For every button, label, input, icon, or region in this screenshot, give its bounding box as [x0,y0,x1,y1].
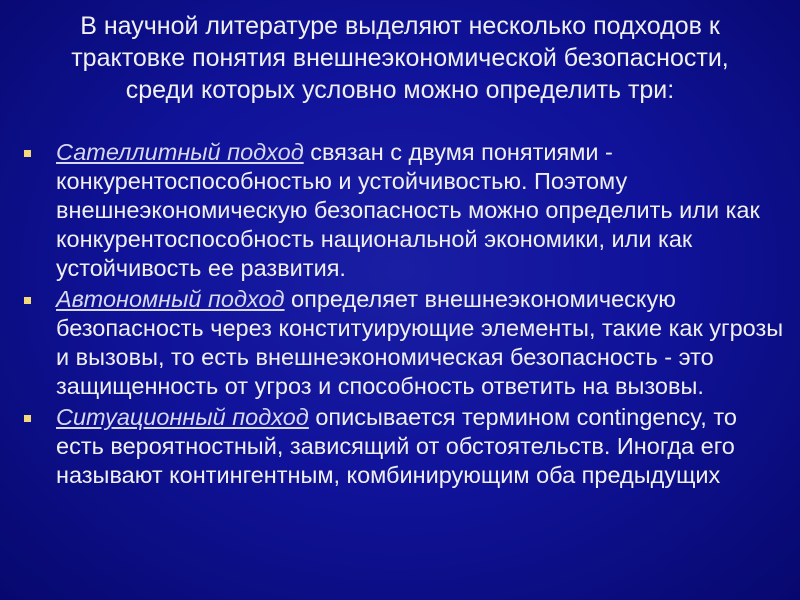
slide-title: В научной литературе выделяют несколько подходов к трактовке понятия внешнеэкономической безопасности, среди которых условно можно определить три: [71,12,729,104]
term-autonomous-approach: Автономный подход [56,286,285,312]
square-bullet-icon [24,150,31,157]
term-situational-approach: Ситуационный подход [56,404,309,430]
square-bullet-icon [24,297,31,304]
item-text: описывается термином contingency, то есть вероятностный, зависящий от обстоятельств. Иногда его называют контингентным, комбинирующим оба предыдущих [56,404,737,488]
term-satellite-approach: Сателлитный подход [56,139,304,165]
square-bullet-icon [24,415,31,422]
item-text: связан с двумя понятиями - конкурентоспособностью и устойчивостью. Поэтому внешнеэкономическую безопасность можно определить или как конкурентоспособность национальной экономики, или как устойчивость ее развития. [56,139,760,281]
item-text: определяет внешнеэкономическую безопасность через конституирующие элементы, такие как угрозы и вызовы, то есть внешнеэкономическая безопасность - это защищенность от угроз и способность ответить на вызовы. [56,286,784,399]
list-item-autonomous-approach [24,285,784,401]
list-item-satellite-approach [24,138,784,283]
list-item-situational-approach [24,403,784,490]
bullet-list [24,138,784,492]
